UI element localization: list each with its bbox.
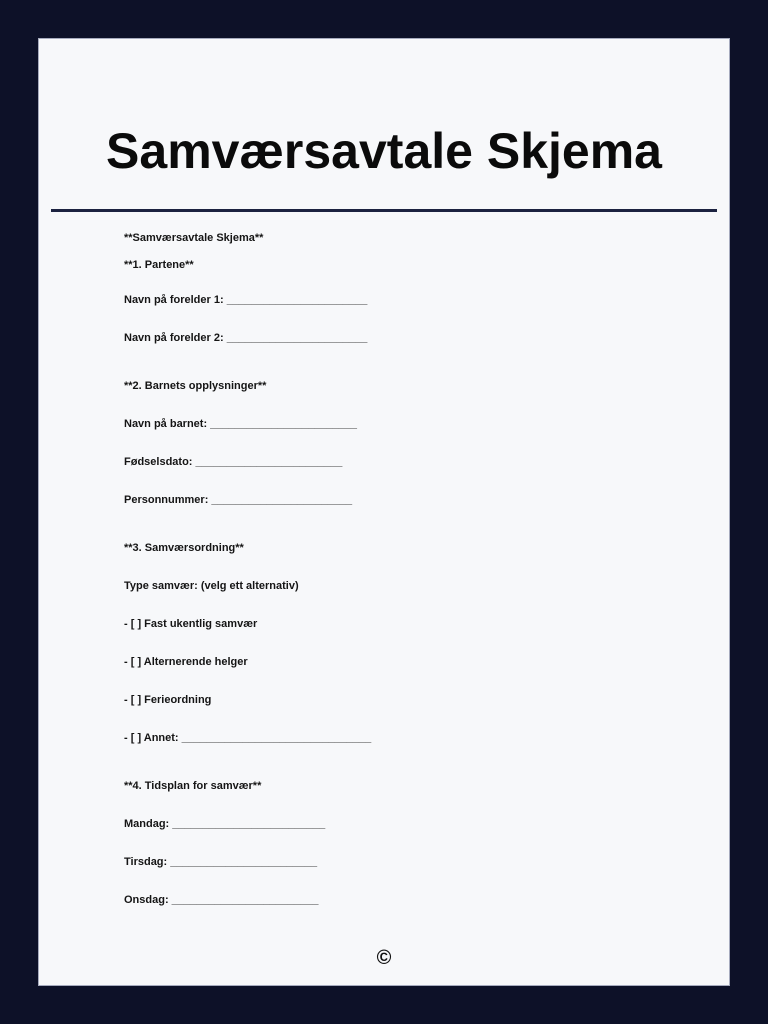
document-line-text: Type samvær: (velg ett alternativ): [124, 580, 299, 592]
document-line-field: Navn på forelder 2: _______________________: [124, 332, 368, 344]
document-line-field: Tirsdag: ________________________: [124, 856, 318, 868]
document-line-option-field: - [ ] Annet: _______________________________: [124, 732, 372, 744]
document-line-section-heading: **2. Barnets opplysninger**: [124, 380, 267, 392]
document-line-option: - [ ] Ferieordning: [124, 694, 212, 706]
copyright-symbol: ©: [376, 947, 392, 969]
document-page: [38, 38, 730, 986]
document-line-field: Onsdag: ________________________: [124, 894, 319, 906]
document-line-field: Fødselsdato: ________________________: [124, 456, 343, 468]
document-line-section-heading: **1. Partene**: [124, 259, 194, 271]
page-title: Samværsavtale Skjema: [106, 123, 662, 179]
document-line-field: Personnummer: _______________________: [124, 494, 353, 506]
document-line-section-heading: **4. Tidsplan for samvær**: [124, 780, 262, 792]
document-line-field: Navn på barnet: ________________________: [124, 418, 358, 430]
document-line-doc-heading: **Samværsavtale Skjema**: [124, 232, 264, 244]
page-footer: [51, 947, 717, 969]
document-line-section-heading: **3. Samværsordning**: [124, 542, 244, 554]
document-body: [51, 212, 717, 907]
document-line-option: - [ ] Fast ukentlig samvær: [124, 618, 258, 630]
document-line-field: Mandag: _________________________: [124, 818, 326, 830]
document-line-field: Navn på forelder 1: _______________________: [124, 294, 368, 306]
document-line-option: - [ ] Alternerende helger: [124, 656, 248, 668]
